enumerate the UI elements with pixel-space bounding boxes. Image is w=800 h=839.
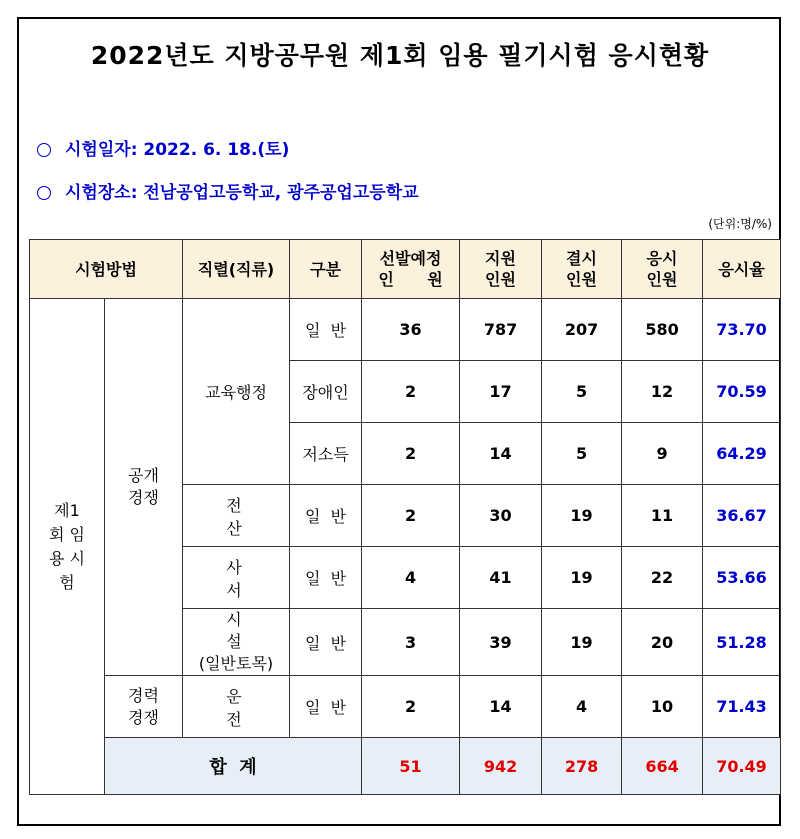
exam-date-line: [37, 135, 289, 160]
header-applicants: [460, 240, 542, 299]
exam-place-line: [37, 178, 419, 203]
applicants-cell: 30: [460, 485, 542, 547]
total-taken: 664: [622, 738, 703, 795]
total-applicants: 942: [460, 738, 542, 795]
total-absent: 278: [542, 738, 622, 795]
header-taken: [622, 240, 703, 299]
total-rate: 70.49: [703, 738, 781, 795]
group-career-label: 경력 경쟁: [128, 685, 159, 727]
exam-place-text: 시험장소: 전남공업고등학교, 광주공업고등학교: [65, 183, 419, 203]
circle-bullet-icon: [37, 143, 51, 157]
category-cell: 일 반: [290, 609, 362, 676]
applicants-cell: 787: [460, 299, 542, 361]
planned-cell: 2: [362, 676, 460, 738]
header-planned: [362, 240, 460, 299]
job-cell: [183, 609, 290, 676]
group-exam: [30, 299, 105, 795]
header-applicants-line2: 인원: [485, 270, 516, 289]
rate-cell: 73.70: [703, 299, 781, 361]
header-planned-line1: 선발예정: [379, 249, 442, 268]
taken-cell: 580: [622, 299, 703, 361]
rate-cell: 64.29: [703, 423, 781, 485]
taken-cell: 11: [622, 485, 703, 547]
planned-cell: 2: [362, 485, 460, 547]
absent-cell: 4: [542, 676, 622, 738]
job-edu-admin: 교육행정: [183, 299, 290, 485]
unit-label: (단위:명/%): [708, 217, 772, 231]
header-absent-line2: 인원: [566, 270, 597, 289]
header-absent-line1: 결시: [566, 249, 597, 268]
applicants-cell: 17: [460, 361, 542, 423]
category-cell: 일 반: [290, 676, 362, 738]
exam-date-text: 시험일자: 2022. 6. 18.(토): [65, 140, 290, 160]
total-row: [30, 738, 781, 795]
header-absent: [542, 240, 622, 299]
rate-cell: 36.67: [703, 485, 781, 547]
planned-cell: 2: [362, 423, 460, 485]
rate-cell: 70.59: [703, 361, 781, 423]
planned-cell: 3: [362, 609, 460, 676]
job-cell-sub: (일반토목): [198, 654, 274, 673]
table-row: [30, 676, 781, 738]
job-cell-main: 시설: [226, 610, 270, 651]
job-cell: 전산: [183, 485, 290, 547]
taken-cell: 20: [622, 609, 703, 676]
header-category: 구분: [290, 240, 362, 299]
job-cell: 운전: [183, 676, 290, 738]
applicants-cell: 41: [460, 547, 542, 609]
absent-cell: 207: [542, 299, 622, 361]
category-cell: 일 반: [290, 547, 362, 609]
planned-cell: 4: [362, 547, 460, 609]
header-rate: 응시율: [703, 240, 781, 299]
table-header-row: [30, 240, 781, 299]
applicants-cell: 14: [460, 676, 542, 738]
category-cell: 장애인: [290, 361, 362, 423]
absent-cell: 5: [542, 423, 622, 485]
total-planned: 51: [362, 738, 460, 795]
category-cell: 일 반: [290, 299, 362, 361]
header-method: 시험방법: [30, 240, 183, 299]
applicants-cell: 14: [460, 423, 542, 485]
group-career: [105, 676, 183, 738]
header-job: 직렬(직류): [183, 240, 290, 299]
page-title: 2022년도 지방공무원 제1회 임용 필기시험 응시현황: [90, 41, 710, 70]
category-cell: 일 반: [290, 485, 362, 547]
total-label: 합 계: [105, 738, 362, 795]
exam-status-table: [29, 239, 781, 795]
rate-cell: 53.66: [703, 547, 781, 609]
group-open-label: 공개 경쟁: [128, 466, 159, 507]
table-row: [30, 299, 781, 361]
header-applicants-line1: 지원: [485, 249, 516, 268]
rate-cell: 71.43: [703, 676, 781, 738]
rate-cell: 51.28: [703, 609, 781, 676]
group-open: [105, 299, 183, 676]
absent-cell: 19: [542, 609, 622, 676]
group-exam-label: 제1회 임용 시험: [49, 500, 85, 592]
circle-bullet-icon: [37, 186, 51, 200]
absent-cell: 5: [542, 361, 622, 423]
taken-cell: 10: [622, 676, 703, 738]
taken-cell: 22: [622, 547, 703, 609]
header-planned-line2: 인 원: [378, 270, 443, 289]
planned-cell: 36: [362, 299, 460, 361]
taken-cell: 9: [622, 423, 703, 485]
header-taken-line2: 인원: [646, 270, 678, 289]
job-cell: 사서: [183, 547, 290, 609]
header-taken-line1: 응시: [646, 249, 678, 268]
absent-cell: 19: [542, 547, 622, 609]
taken-cell: 12: [622, 361, 703, 423]
applicants-cell: 39: [460, 609, 542, 676]
category-cell: 저소득: [290, 423, 362, 485]
absent-cell: 19: [542, 485, 622, 547]
planned-cell: 2: [362, 361, 460, 423]
